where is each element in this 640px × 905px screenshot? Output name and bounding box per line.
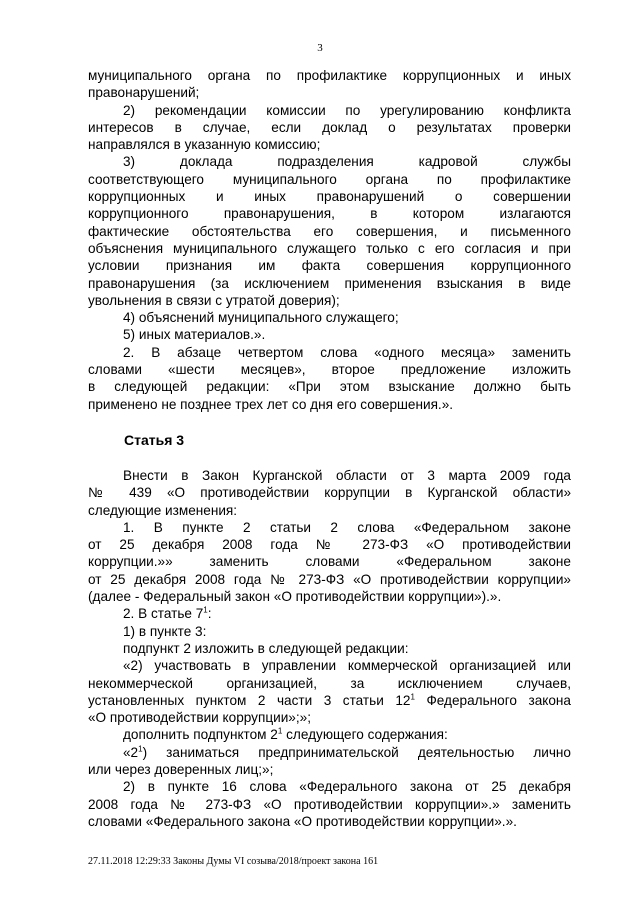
text-line xyxy=(88,171,571,188)
text-line xyxy=(88,536,571,553)
line-text: дополнить подпунктом 2 xyxy=(123,727,278,743)
text-line xyxy=(88,67,571,84)
line-text: некоммерческой организацией, за исключением случаев, xyxy=(88,675,571,691)
text-line xyxy=(88,778,571,795)
line-text-after: следующего содержания: xyxy=(282,727,448,743)
line-text: объяснения муниципального служащего только с его согласия и при xyxy=(88,240,571,256)
text-line xyxy=(88,484,571,501)
text-line xyxy=(88,761,571,778)
line-text: подпункт 2 изложить в следующей редакции: xyxy=(123,640,409,656)
text-line xyxy=(88,796,571,813)
line-text: от 25 декабря 2008 года № 273-ФЗ «О противодействии xyxy=(88,537,571,553)
text-line xyxy=(88,396,571,413)
line-text: муниципального органа по профилактике коррупционных и иных xyxy=(88,68,571,83)
text-line xyxy=(88,361,571,378)
line-text: или через доверенных лиц;»; xyxy=(88,762,274,778)
line-text-after: ) заниматься предпринимательской деятельностью лично xyxy=(142,744,571,760)
line-text: 1. В пункте 2 статьи 2 слова «Федеральном законе xyxy=(123,519,571,535)
line-text: 3) доклада подразделения кадровой службы xyxy=(123,154,571,170)
text-line xyxy=(88,223,571,240)
line-text: правонарушения (за исключением применения взыскания в виде xyxy=(88,275,571,291)
article-heading: Статья 3 xyxy=(124,432,185,448)
text-line xyxy=(88,623,571,640)
line-text: словами «шести месяцев», второе предложение изложить xyxy=(88,362,571,378)
line-text: применено не позднее трех лет со дня его совершения.». xyxy=(88,396,454,412)
text-line xyxy=(88,519,571,536)
text-line xyxy=(88,640,571,657)
text-line xyxy=(88,502,571,519)
line-text-after: Федерального закона xyxy=(414,692,571,708)
line-text-after: : xyxy=(207,606,212,622)
page-number: 3 xyxy=(317,42,323,54)
text-line xyxy=(88,153,571,170)
line-text: 2008 года № 273-ФЗ «О противодействии коррупции».» заменить xyxy=(88,796,571,812)
line-text: правонарушений; xyxy=(88,85,200,101)
text-line xyxy=(88,292,571,309)
text-line xyxy=(88,309,571,326)
text-line xyxy=(88,188,571,205)
line-text: коррупционного правонарушения, в котором излагаются xyxy=(88,206,571,222)
text-line xyxy=(88,588,571,605)
text-line xyxy=(88,675,571,692)
text-line xyxy=(88,553,571,570)
line-text: 2. В статье 7 xyxy=(123,606,204,622)
text-line xyxy=(88,84,571,101)
text-line xyxy=(88,378,571,395)
line-text: фактические обстоятельства его совершения, и письменного xyxy=(88,223,571,239)
line-text: 1) в пункте 3: xyxy=(123,623,207,639)
line-text: «2) участвовать в управлении коммерческой организацией или xyxy=(123,658,571,674)
text-line xyxy=(88,119,571,136)
line-text: Внести в Закон Курганской области от 3 марта 2009 года xyxy=(123,468,571,483)
line-text: следующие изменения: xyxy=(88,502,238,518)
text-line xyxy=(88,605,571,622)
text-line xyxy=(88,813,571,830)
superscript-index: 1 xyxy=(203,605,208,615)
line-text: 2) рекомендации комиссии по урегулированию конфликта xyxy=(123,102,571,118)
text-line xyxy=(88,744,571,761)
text-line xyxy=(88,344,571,361)
text-line xyxy=(88,726,571,743)
line-text: 2) в пункте 16 слова «Федерального закона от 25 декабря xyxy=(123,779,571,795)
text-line xyxy=(88,102,571,119)
text-block-2 xyxy=(88,467,571,830)
line-text: увольнения в связи с утратой доверия); xyxy=(88,292,340,308)
line-text: словами «Федерального закона «О противодействии коррупции».». xyxy=(88,813,517,829)
text-line xyxy=(88,257,571,274)
line-text: 4) объяснений муниципального служащего; xyxy=(123,310,399,326)
text-line xyxy=(88,692,571,709)
line-text: направлялся в указанную комиссию; xyxy=(88,137,321,153)
line-text: 5) иных материалов.». xyxy=(123,327,266,343)
superscript-index: 1 xyxy=(277,726,283,736)
text-line xyxy=(88,240,571,257)
line-text: 2. В абзаце четвертом слова «одного месяца» заменить xyxy=(123,344,571,360)
superscript-index: 1 xyxy=(138,744,143,754)
line-text: в следующей редакции: «При этом взыскание должно быть xyxy=(88,379,571,395)
line-text: (далее - Федеральный закон «О противодействии коррупции»).». xyxy=(88,589,502,605)
page-footer: 27.11.2018 12:29:33 Законы Думы VI созыва/2018/проект закона 161 xyxy=(88,856,379,867)
line-text: № 439 «О противодействии коррупции в Курганской области» xyxy=(88,485,571,501)
text-line xyxy=(88,571,571,588)
line-text: интересов в случае, если доклад о результатах проверки xyxy=(88,119,571,135)
text-line xyxy=(88,275,571,292)
text-line xyxy=(88,467,571,484)
line-text: условии признания им факта совершения коррупционного xyxy=(88,258,571,274)
text-block-1 xyxy=(88,67,571,413)
line-text: коррупционных и иных правонарушений о совершении xyxy=(88,189,571,205)
line-text: «2 xyxy=(123,744,139,760)
text-line xyxy=(88,326,571,343)
text-line xyxy=(88,709,571,726)
line-text: коррупции.»» заменить словами «Федеральном законе xyxy=(88,554,571,570)
text-line xyxy=(88,205,571,222)
line-text: установленных пунктом 2 части 3 статьи 12 xyxy=(88,692,411,708)
line-text: «О противодействии коррупции»;»; xyxy=(88,710,311,726)
line-text: от 25 декабря 2008 года № 273-ФЗ «О противодействии коррупции» xyxy=(88,571,571,587)
line-text: соответствующего муниципального органа по профилактике xyxy=(88,171,571,187)
superscript-index: 1 xyxy=(410,692,415,702)
text-line xyxy=(88,136,571,153)
text-line xyxy=(88,657,571,674)
